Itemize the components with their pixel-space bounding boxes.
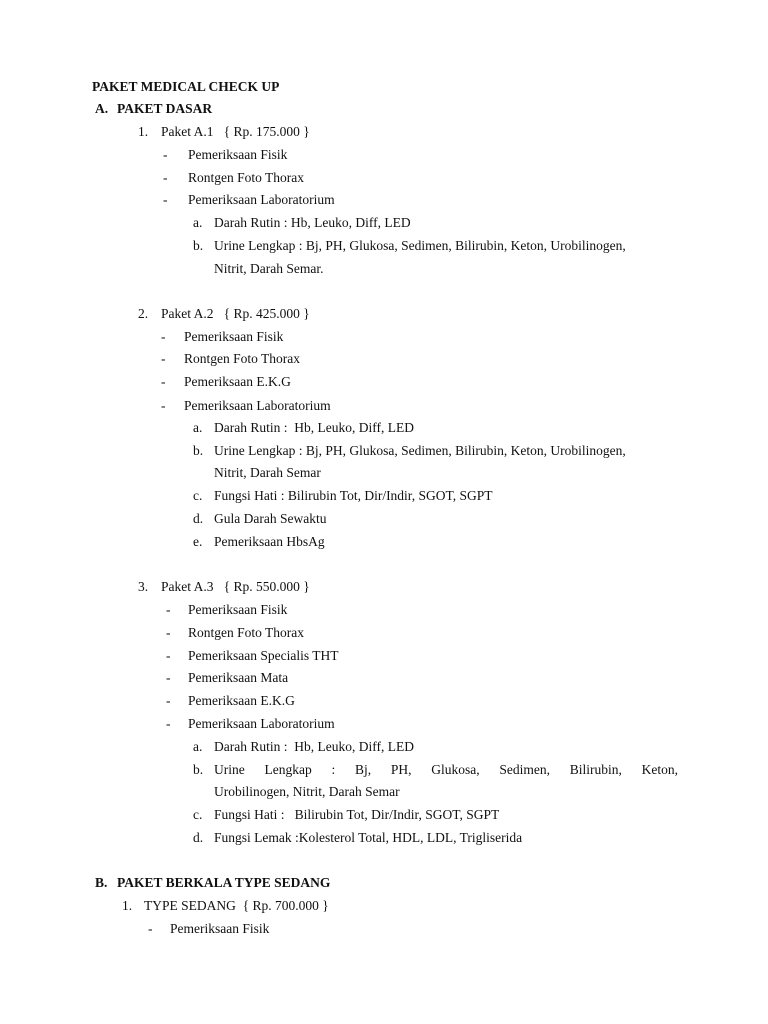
sub-item-text: Darah Rutin : Hb, Leuko, Diff, LED (214, 420, 414, 435)
list-item: Pemeriksaan Fisik (188, 602, 288, 617)
package-b1-title: TYPE SEDANG { Rp. 700.000 } (144, 898, 329, 913)
sub-item-text: Darah Rutin : Hb, Leuko, Diff, LED (214, 215, 411, 230)
sub-item-text: Gula Darah Sewaktu (214, 511, 327, 526)
section-b-marker: B. (95, 875, 108, 890)
sub-item-marker: b. (193, 443, 204, 458)
list-item: Pemeriksaan Fisik (184, 329, 284, 344)
list-item: Rontgen Foto Thorax (184, 351, 300, 366)
document-title: PAKET MEDICAL CHECK UP (92, 79, 280, 94)
package-b1-number: 1. (122, 898, 133, 913)
package-a2-title: Paket A.2 { Rp. 425.000 } (161, 306, 310, 321)
sub-item-continuation: Nitrit, Darah Semar. (214, 261, 324, 276)
list-item: Pemeriksaan Laboratorium (188, 192, 335, 207)
sub-item-text: Fungsi Lemak :Kolesterol Total, HDL, LDL, Trigliserida (214, 830, 523, 845)
list-item: Rontgen Foto Thorax (188, 625, 304, 640)
list-item: Pemeriksaan E.K.G (184, 374, 291, 389)
section-a-heading: PAKET DASAR (117, 101, 213, 116)
list-item: Pemeriksaan Laboratorium (184, 398, 331, 413)
sub-item-text: Fungsi Hati : Bilirubin Tot, Dir/Indir, SGOT, SGPT (214, 807, 500, 822)
dash-bullet: - (148, 921, 153, 936)
list-item: Pemeriksaan Mata (188, 670, 289, 685)
dash-bullet: - (163, 170, 168, 185)
list-item: Pemeriksaan Specialis THT (188, 648, 339, 663)
sub-item-marker: d. (193, 830, 204, 845)
section-b-heading: PAKET BERKALA TYPE SEDANG (117, 875, 331, 890)
sub-item-marker: b. (193, 762, 204, 777)
dash-bullet: - (166, 693, 171, 708)
sub-item-text: Fungsi Hati : Bilirubin Tot, Dir/Indir, SGOT, SGPT (214, 488, 493, 503)
package-a3-number: 3. (138, 579, 149, 594)
list-item: Pemeriksaan E.K.G (188, 693, 295, 708)
sub-item-text-justified: Urine Lengkap : Bj, PH, Glukosa, Sedimen, Bilirubin, Keton, (214, 762, 678, 777)
dash-bullet: - (161, 398, 166, 413)
sub-item-marker: d. (193, 511, 204, 526)
sub-item-text: Pemeriksaan HbsAg (214, 534, 325, 549)
dash-bullet: - (161, 374, 166, 389)
dash-bullet: - (161, 351, 166, 366)
package-a1-number: 1. (138, 124, 149, 139)
list-item: Rontgen Foto Thorax (188, 170, 304, 185)
list-item: Pemeriksaan Fisik (188, 147, 288, 162)
dash-bullet: - (163, 192, 168, 207)
package-a2-number: 2. (138, 306, 149, 321)
package-a3-title: Paket A.3 { Rp. 550.000 } (161, 579, 310, 594)
dash-bullet: - (161, 329, 166, 344)
sub-item-text: Urine Lengkap : Bj, PH, Glukosa, Sedimen, Bilirubin, Keton, Urobilinogen, (214, 238, 626, 253)
dash-bullet: - (166, 602, 171, 617)
section-a-marker: A. (95, 101, 109, 116)
sub-item-text: Darah Rutin : Hb, Leuko, Diff, LED (214, 739, 414, 754)
sub-item-marker: e. (193, 534, 203, 549)
dash-bullet: - (166, 648, 171, 663)
sub-item-marker: c. (193, 807, 203, 822)
list-item: Pemeriksaan Fisik (170, 921, 270, 936)
sub-item-marker: a. (193, 739, 203, 754)
list-item: Pemeriksaan Laboratorium (188, 716, 335, 731)
dash-bullet: - (166, 625, 171, 640)
dash-bullet: - (166, 670, 171, 685)
sub-item-text: Urine Lengkap : Bj, PH, Glukosa, Sedimen, Bilirubin, Keton, Urobilinogen, (214, 443, 626, 458)
sub-item-continuation: Nitrit, Darah Semar (214, 465, 321, 480)
sub-item-marker: a. (193, 420, 203, 435)
dash-bullet: - (166, 716, 171, 731)
package-a1-title: Paket A.1 { Rp. 175.000 } (161, 124, 310, 139)
sub-item-continuation: Urobilinogen, Nitrit, Darah Semar (214, 784, 400, 799)
sub-item-marker: c. (193, 488, 203, 503)
dash-bullet: - (163, 147, 168, 162)
sub-item-marker: b. (193, 238, 204, 253)
sub-item-marker: a. (193, 215, 203, 230)
